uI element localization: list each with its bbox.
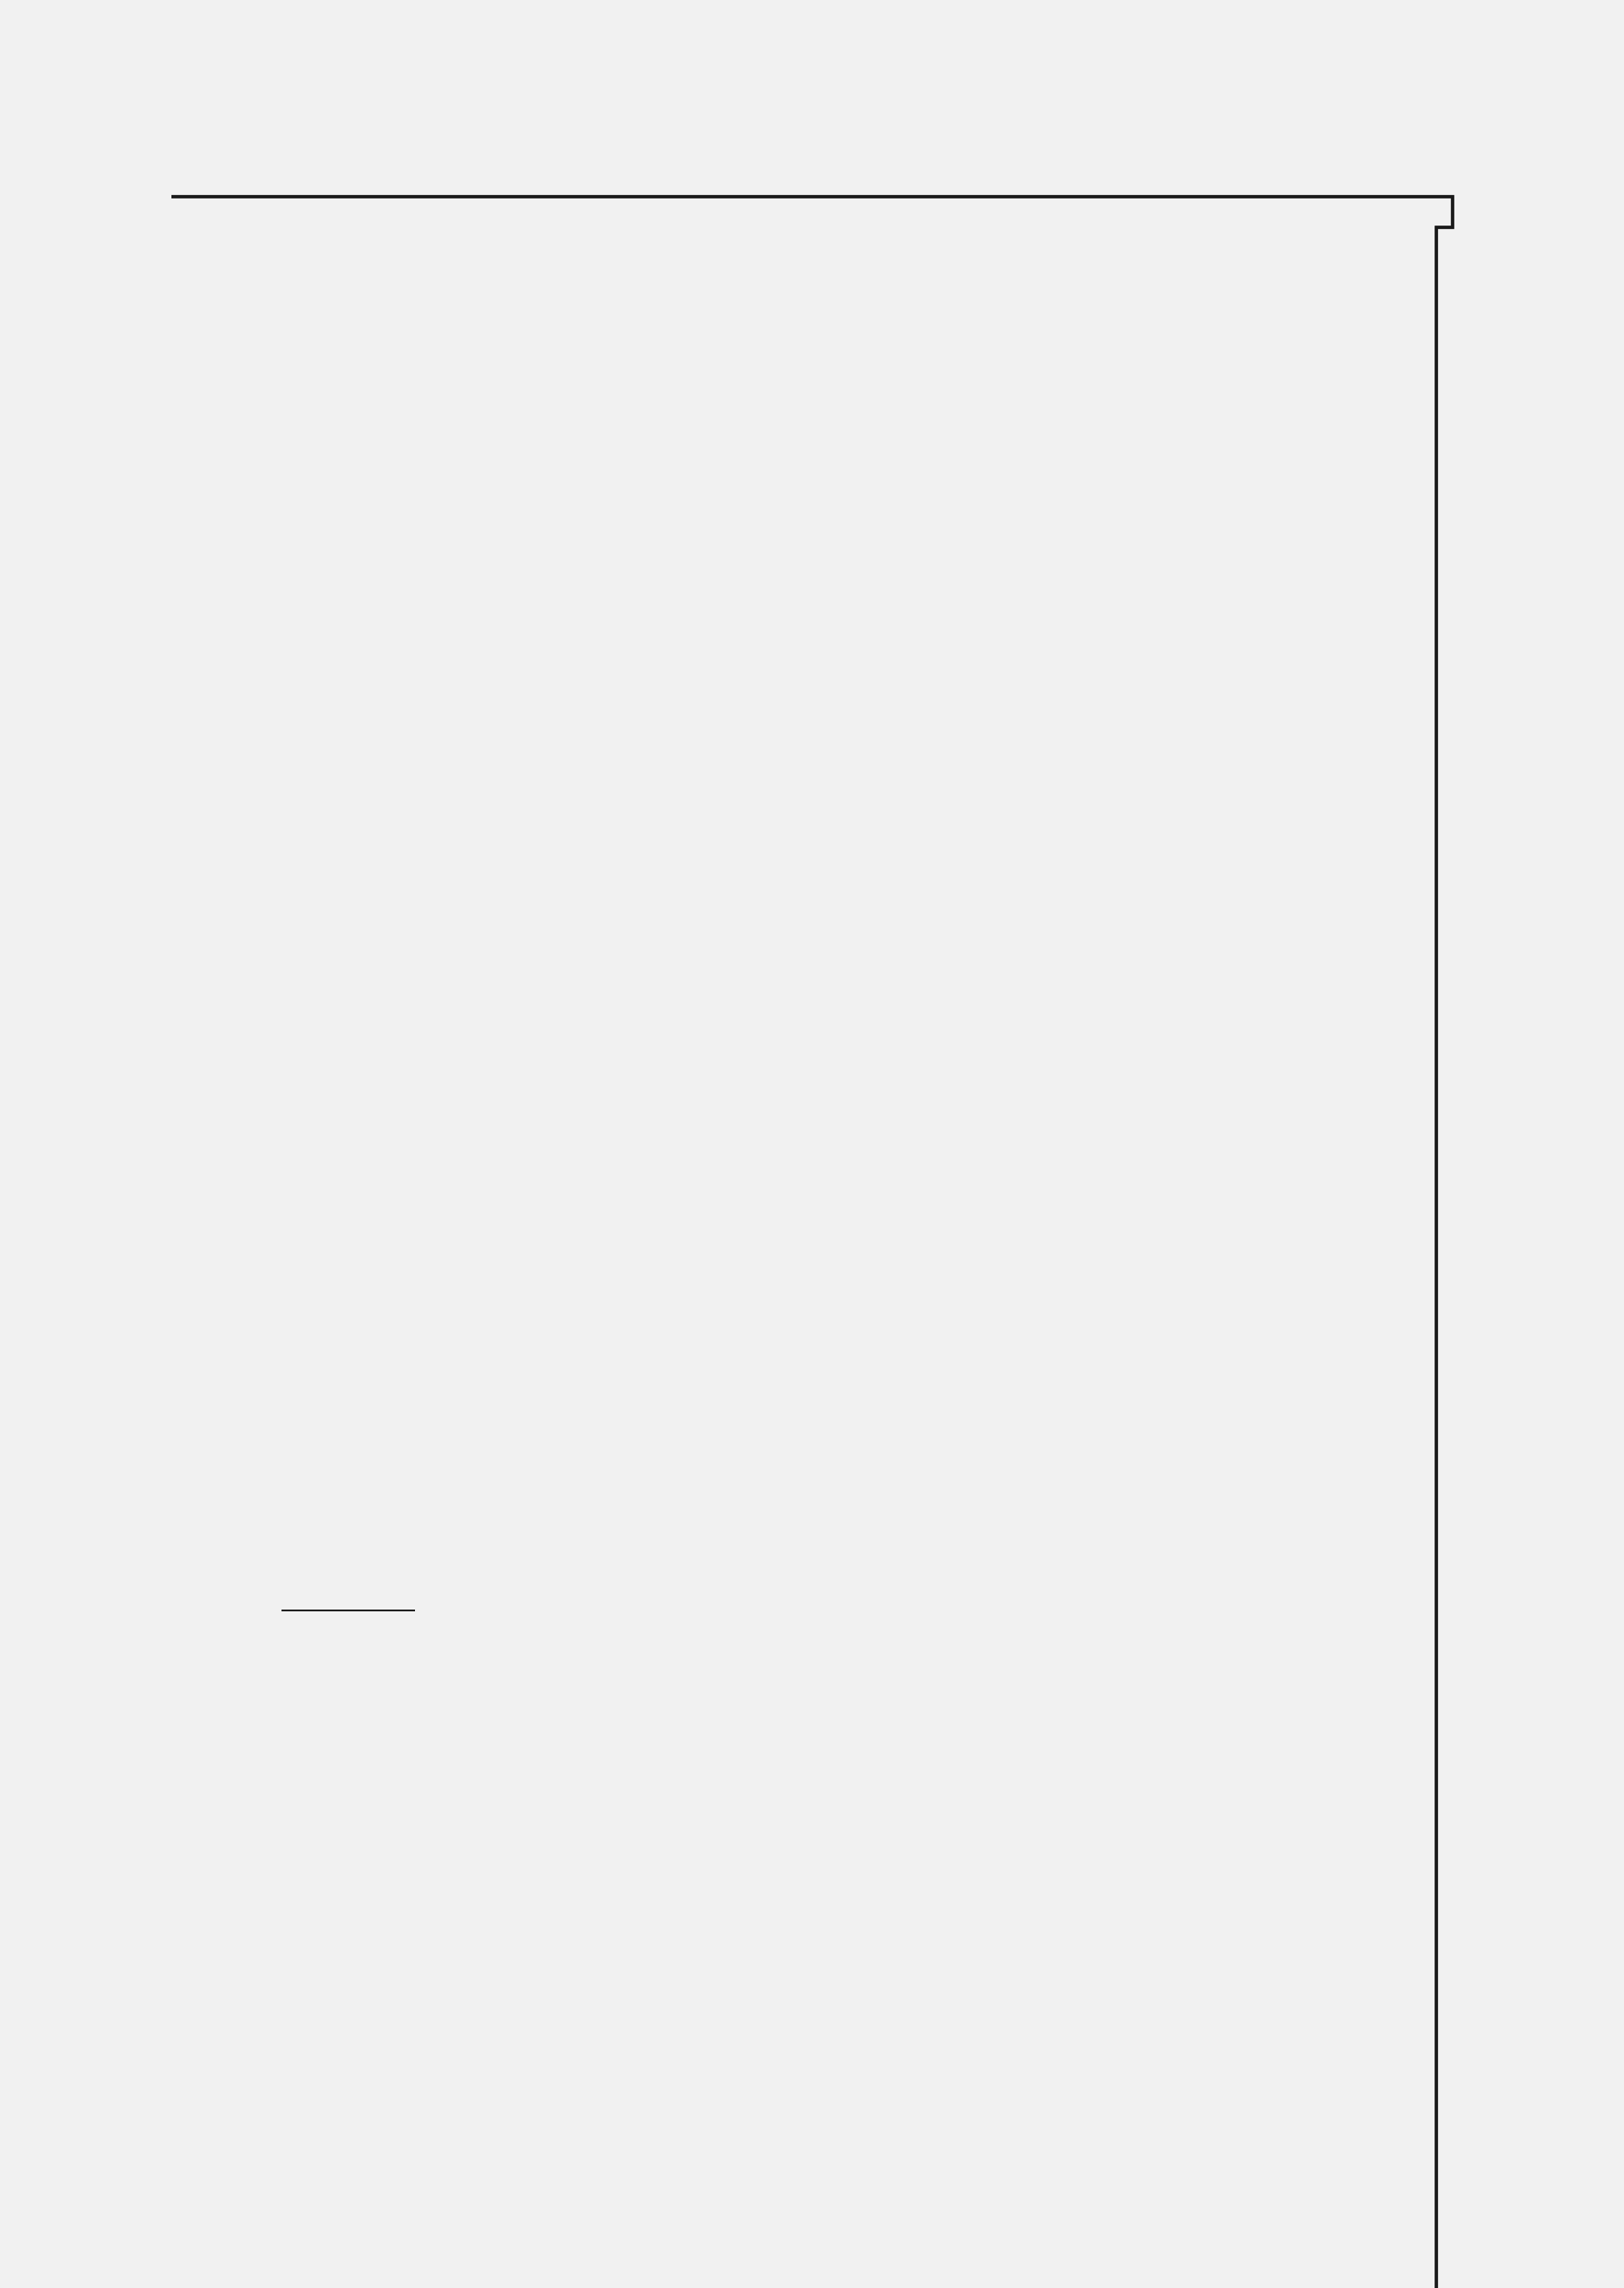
frame-outer-border — [171, 197, 1453, 2288]
frame-outer — [171, 197, 1453, 2288]
footnote-rule — [281, 1610, 415, 1611]
